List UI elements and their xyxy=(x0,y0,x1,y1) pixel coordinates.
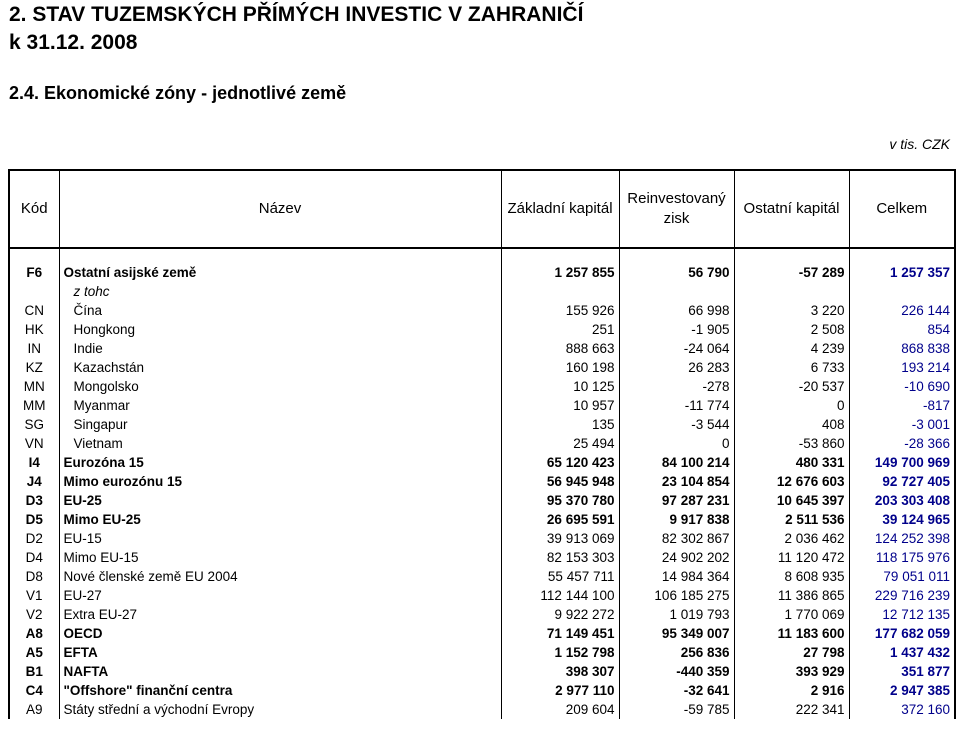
table-row xyxy=(9,643,955,662)
cell-other-capital: 10 645 397 xyxy=(734,491,849,510)
cell-total: 193 214 xyxy=(849,358,955,377)
cell-base-capital: 82 153 303 xyxy=(501,548,619,567)
cell-other-capital: 2 036 462 xyxy=(734,529,849,548)
cell-code: D4 xyxy=(9,548,59,567)
cell-base-capital: 112 144 100 xyxy=(501,586,619,605)
cell-name: Indie xyxy=(59,339,501,358)
cell-total: 372 160 xyxy=(849,700,955,719)
cell-total: 2 947 385 xyxy=(849,681,955,700)
cell-other-capital: 11 120 472 xyxy=(734,548,849,567)
cell-base-capital: 55 457 711 xyxy=(501,567,619,586)
cell-code: D5 xyxy=(9,510,59,529)
cell-reinvested: 82 302 867 xyxy=(619,529,734,548)
cell-total: 92 727 405 xyxy=(849,472,955,491)
cell-reinvested: 106 185 275 xyxy=(619,586,734,605)
cell-total: 854 xyxy=(849,320,955,339)
cell-name: Čína xyxy=(59,301,501,320)
cell-reinvested: -3 544 xyxy=(619,415,734,434)
cell-name: z tohc xyxy=(59,282,501,301)
cell-code: MN xyxy=(9,377,59,396)
cell-base-capital: 10 125 xyxy=(501,377,619,396)
cell-base-capital: 155 926 xyxy=(501,301,619,320)
table-row xyxy=(9,548,955,567)
cell-other-capital: 408 xyxy=(734,415,849,434)
cell-total: 177 682 059 xyxy=(849,624,955,643)
cell-code: IN xyxy=(9,339,59,358)
cell-total: -28 366 xyxy=(849,434,955,453)
cell-name: Mongolsko xyxy=(59,377,501,396)
cell-base-capital: 135 xyxy=(501,415,619,434)
cell-code: A8 xyxy=(9,624,59,643)
cell-other-capital: -53 860 xyxy=(734,434,849,453)
header-code: Kód xyxy=(9,170,59,248)
cell-total: 351 877 xyxy=(849,662,955,681)
cell-code: SG xyxy=(9,415,59,434)
cell-base-capital: 160 198 xyxy=(501,358,619,377)
cell-name: "Offshore" finanční centra xyxy=(59,681,501,700)
cell-reinvested: 26 283 xyxy=(619,358,734,377)
cell-base-capital xyxy=(501,282,619,301)
cell-other-capital: 12 676 603 xyxy=(734,472,849,491)
cell-other-capital: 3 220 xyxy=(734,301,849,320)
cell-total: 1 257 357 xyxy=(849,263,955,282)
table-row xyxy=(9,282,955,301)
cell-name: Mimo eurozónu 15 xyxy=(59,472,501,491)
cell-code: J4 xyxy=(9,472,59,491)
cell-code: KZ xyxy=(9,358,59,377)
cell-code: A9 xyxy=(9,700,59,719)
cell-other-capital: 222 341 xyxy=(734,700,849,719)
cell-reinvested: 14 984 364 xyxy=(619,567,734,586)
cell-other-capital: 480 331 xyxy=(734,453,849,472)
cell-total: 868 838 xyxy=(849,339,955,358)
table-row xyxy=(9,415,955,434)
cell-code: D3 xyxy=(9,491,59,510)
cell-total: 39 124 965 xyxy=(849,510,955,529)
cell-other-capital: 0 xyxy=(734,396,849,415)
table-row xyxy=(9,472,955,491)
header-base-capital: Základní kapitál xyxy=(501,170,619,248)
cell-name: Eurozóna 15 xyxy=(59,453,501,472)
cell-name: EU-15 xyxy=(59,529,501,548)
cell-name: Hongkong xyxy=(59,320,501,339)
table-row xyxy=(9,624,955,643)
header-other-capital: Ostatní kapitál xyxy=(734,170,849,248)
cell-other-capital: -20 537 xyxy=(734,377,849,396)
table-row xyxy=(9,358,955,377)
cell-other-capital: 11 183 600 xyxy=(734,624,849,643)
cell-reinvested: -24 064 xyxy=(619,339,734,358)
cell-other-capital: 4 239 xyxy=(734,339,849,358)
cell-other-capital: 393 929 xyxy=(734,662,849,681)
cell-name: Vietnam xyxy=(59,434,501,453)
cell-code: D8 xyxy=(9,567,59,586)
cell-total: -3 001 xyxy=(849,415,955,434)
cell-name: Extra EU-27 xyxy=(59,605,501,624)
unit-label: v tis. CZK xyxy=(889,136,950,152)
cell-reinvested: -1 905 xyxy=(619,320,734,339)
table-row xyxy=(9,453,955,472)
header-reinvested: Reinvestovaný zisk xyxy=(619,170,734,248)
cell-other-capital xyxy=(734,282,849,301)
cell-base-capital: 9 922 272 xyxy=(501,605,619,624)
table-row xyxy=(9,396,955,415)
table-row xyxy=(9,681,955,700)
title-line-1: 2. STAV TUZEMSKÝCH PŘÍMÝCH INVESTIC V ZAHRANIČÍ xyxy=(9,3,584,26)
table-row xyxy=(9,301,955,320)
cell-base-capital: 1 257 855 xyxy=(501,263,619,282)
cell-reinvested: -59 785 xyxy=(619,700,734,719)
cell-code: F6 xyxy=(9,263,59,282)
cell-total: 79 051 011 xyxy=(849,567,955,586)
cell-name: OECD xyxy=(59,624,501,643)
cell-total: 12 712 135 xyxy=(849,605,955,624)
cell-reinvested: 24 902 202 xyxy=(619,548,734,567)
cell-other-capital: 27 798 xyxy=(734,643,849,662)
cell-reinvested: 56 790 xyxy=(619,263,734,282)
cell-code: D2 xyxy=(9,529,59,548)
cell-code: I4 xyxy=(9,453,59,472)
table-row xyxy=(9,510,955,529)
cell-code: V2 xyxy=(9,605,59,624)
cell-base-capital: 95 370 780 xyxy=(501,491,619,510)
cell-base-capital: 2 977 110 xyxy=(501,681,619,700)
table-row xyxy=(9,529,955,548)
cell-other-capital: -57 289 xyxy=(734,263,849,282)
cell-name: Mimo EU-15 xyxy=(59,548,501,567)
cell-reinvested: 84 100 214 xyxy=(619,453,734,472)
cell-total: -817 xyxy=(849,396,955,415)
cell-reinvested: -32 641 xyxy=(619,681,734,700)
cell-name: EU-27 xyxy=(59,586,501,605)
cell-code: C4 xyxy=(9,681,59,700)
report-title xyxy=(9,1,583,57)
table-row xyxy=(9,605,955,624)
cell-base-capital: 398 307 xyxy=(501,662,619,681)
cell-name: Kazachstán xyxy=(59,358,501,377)
cell-name: Státy střední a východní Evropy xyxy=(59,700,501,719)
cell-base-capital: 10 957 xyxy=(501,396,619,415)
cell-reinvested: -440 359 xyxy=(619,662,734,681)
cell-other-capital: 2 916 xyxy=(734,681,849,700)
table-row xyxy=(9,339,955,358)
table-row xyxy=(9,434,955,453)
table-row xyxy=(9,586,955,605)
cell-reinvested: 0 xyxy=(619,434,734,453)
cell-other-capital: 11 386 865 xyxy=(734,586,849,605)
cell-name: Singapur xyxy=(59,415,501,434)
table-row xyxy=(9,700,955,719)
cell-reinvested: 23 104 854 xyxy=(619,472,734,491)
cell-code: B1 xyxy=(9,662,59,681)
cell-base-capital: 71 149 451 xyxy=(501,624,619,643)
cell-other-capital: 6 733 xyxy=(734,358,849,377)
cell-code: VN xyxy=(9,434,59,453)
cell-reinvested: 256 836 xyxy=(619,643,734,662)
cell-total: 118 175 976 xyxy=(849,548,955,567)
cell-total: 203 303 408 xyxy=(849,491,955,510)
cell-name: Myanmar xyxy=(59,396,501,415)
cell-name: NAFTA xyxy=(59,662,501,681)
cell-base-capital: 65 120 423 xyxy=(501,453,619,472)
cell-base-capital: 209 604 xyxy=(501,700,619,719)
cell-other-capital: 1 770 069 xyxy=(734,605,849,624)
cell-total: 229 716 239 xyxy=(849,586,955,605)
cell-reinvested: 97 287 231 xyxy=(619,491,734,510)
investment-table xyxy=(8,169,956,719)
table-body xyxy=(9,263,955,719)
cell-base-capital: 888 663 xyxy=(501,339,619,358)
cell-base-capital: 56 945 948 xyxy=(501,472,619,491)
cell-base-capital: 39 913 069 xyxy=(501,529,619,548)
table-row xyxy=(9,567,955,586)
cell-code: HK xyxy=(9,320,59,339)
cell-name: EU-25 xyxy=(59,491,501,510)
table-row xyxy=(9,263,955,282)
cell-code: MM xyxy=(9,396,59,415)
cell-name: Ostatní asijské země xyxy=(59,263,501,282)
cell-reinvested: 66 998 xyxy=(619,301,734,320)
cell-other-capital: 8 608 935 xyxy=(734,567,849,586)
cell-name: Nové členské země EU 2004 xyxy=(59,567,501,586)
cell-reinvested: -11 774 xyxy=(619,396,734,415)
header-name: Název xyxy=(59,170,501,248)
cell-reinvested: 1 019 793 xyxy=(619,605,734,624)
cell-name: Mimo EU-25 xyxy=(59,510,501,529)
cell-code: CN xyxy=(9,301,59,320)
table-row xyxy=(9,491,955,510)
cell-total: 1 437 432 xyxy=(849,643,955,662)
table-row xyxy=(9,320,955,339)
cell-total: 124 252 398 xyxy=(849,529,955,548)
cell-total xyxy=(849,282,955,301)
cell-base-capital: 251 xyxy=(501,320,619,339)
cell-total: 149 700 969 xyxy=(849,453,955,472)
table-row xyxy=(9,662,955,681)
cell-reinvested: 9 917 838 xyxy=(619,510,734,529)
cell-reinvested: 95 349 007 xyxy=(619,624,734,643)
cell-other-capital: 2 508 xyxy=(734,320,849,339)
cell-other-capital: 2 511 536 xyxy=(734,510,849,529)
cell-total: -10 690 xyxy=(849,377,955,396)
table-row xyxy=(9,377,955,396)
title-line-2: k 31.12. 2008 xyxy=(9,31,138,54)
spacer-row xyxy=(9,248,955,263)
cell-code xyxy=(9,282,59,301)
cell-reinvested xyxy=(619,282,734,301)
cell-base-capital: 25 494 xyxy=(501,434,619,453)
section-subtitle: 2.4. Ekonomické zóny - jednotlivé země xyxy=(9,83,347,103)
cell-code: V1 xyxy=(9,586,59,605)
header-total: Celkem xyxy=(849,170,955,248)
header-row xyxy=(9,170,955,248)
cell-name: EFTA xyxy=(59,643,501,662)
cell-code: A5 xyxy=(9,643,59,662)
cell-base-capital: 26 695 591 xyxy=(501,510,619,529)
cell-total: 226 144 xyxy=(849,301,955,320)
cell-base-capital: 1 152 798 xyxy=(501,643,619,662)
cell-reinvested: -278 xyxy=(619,377,734,396)
